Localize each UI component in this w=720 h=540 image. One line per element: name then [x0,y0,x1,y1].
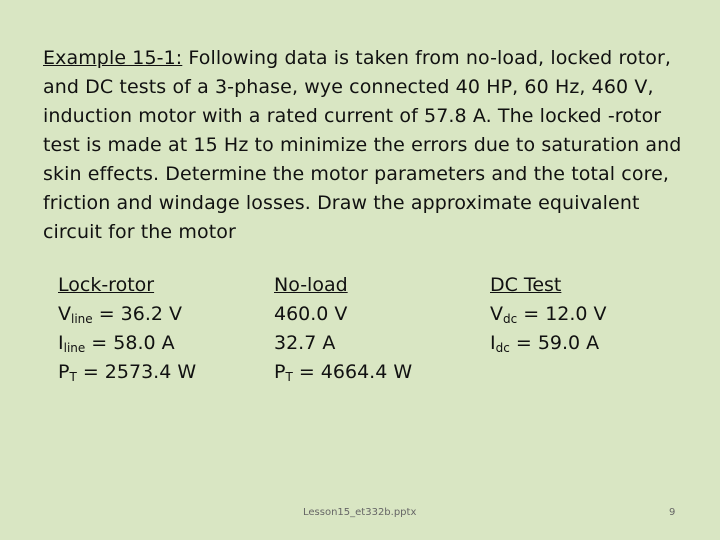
voltage-symbol: V [490,303,503,325]
lock-rotor-voltage [58,300,196,329]
problem-body: Following data is taken from no-load, locked rotor, and DC tests of a 3-phase, wye connected 40 HP, 60 Hz, 460 V, induction motor with a rated current of 57.8 A. The locked -rotor test is made at 15 Hz to minimize the errors due to saturation and skin effects. Determine the motor parameters and the total core, friction and windage losses. Draw the approximate equivalent circuit for the motor [43,47,682,243]
voltage-value: = 12.0 V [517,303,607,325]
no-load-power [274,358,412,387]
current-subscript: line [63,341,86,355]
no-load-voltage: 460.0 V [274,303,348,325]
power-subscript: T [285,370,293,384]
power-subscript: T [69,370,77,384]
lock-rotor-title: Lock-rotor [58,274,155,296]
example-heading: Example 15-1: [43,47,183,69]
power-symbol: P [274,361,286,383]
dc-test-voltage [490,300,607,329]
problem-statement [43,44,693,247]
current-value: = 59.0 A [509,332,600,354]
voltage-symbol: V [58,303,71,325]
no-load-title: No-load [274,274,348,296]
power-symbol: P [58,361,70,383]
lock-rotor-current [58,329,196,358]
current-value: = 58.0 A [85,332,175,354]
dc-test-title: DC Test [490,274,562,296]
current-subscript: dc [495,341,510,355]
voltage-value: = 36.2 V [92,303,182,325]
dc-test-column [490,271,607,358]
lock-rotor-column [58,271,196,387]
current-symbol: I [58,332,64,354]
voltage-subscript: line [71,312,93,326]
footer-filename: Lesson15_et332b.pptx [303,507,417,518]
lock-rotor-power [58,358,196,387]
page-number: 9 [669,507,676,518]
no-load-column [274,271,412,387]
power-value: = 2573.4 W [76,361,197,383]
current-symbol: I [490,332,496,354]
power-value: = 4664.4 W [292,361,413,383]
voltage-subscript: dc [503,312,518,326]
no-load-current: 32.7 A [274,332,336,354]
dc-test-current [490,329,607,358]
